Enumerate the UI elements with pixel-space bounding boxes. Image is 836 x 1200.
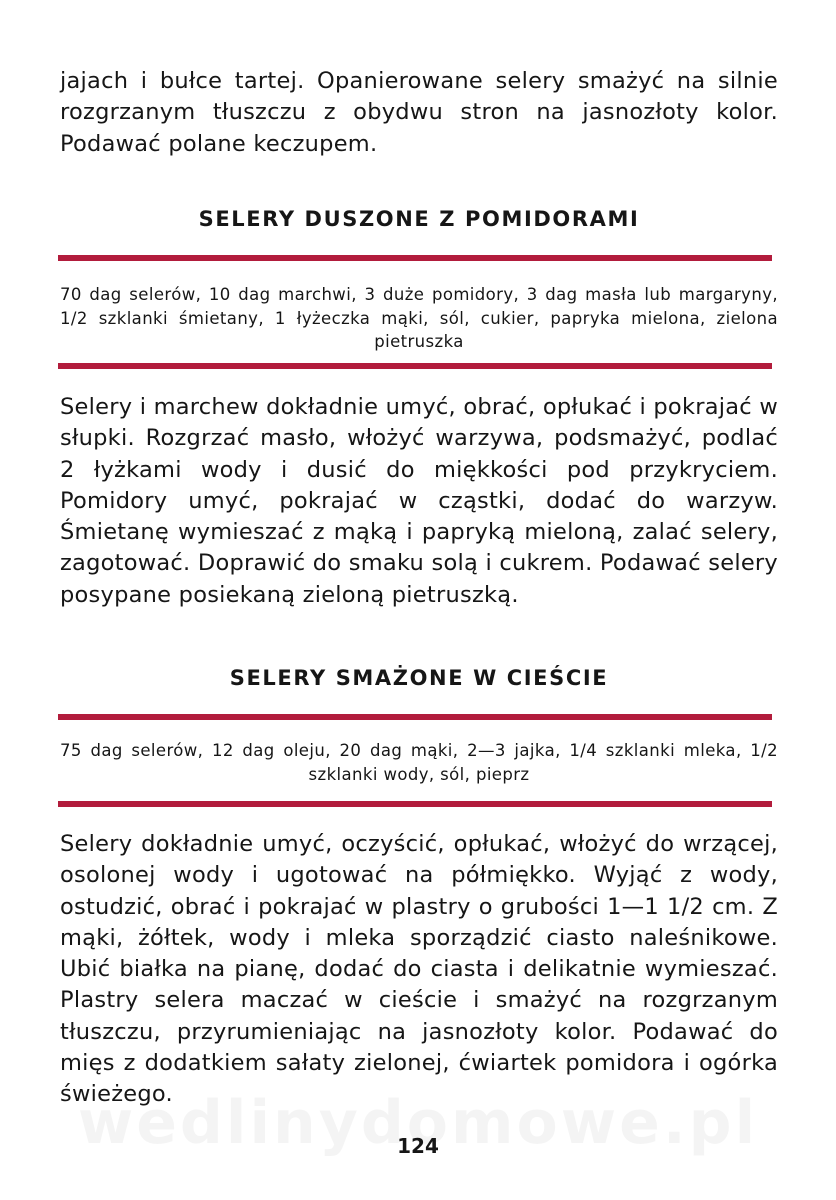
instructions-selery-duszone: Selery i marchew dokładnie umyć, obrać, opłukać i pokrajać w słupki. Rozgrzać masło, włożyć warzywa, podsmażyć, podlać 2 łyżkami wody i dusić do miękkości pod przykryciem. Pomidory umyć, pokrajać w cząstki, dodać do warzyw. Śmietanę wymieszać z mąką i papryką mieloną, zalać selery, zagotować. Doprawić do smaku solą i cukrem. Podawać selery posypane posiekaną zieloną pietruszką. xyxy=(60,394,778,608)
section-rule-bottom xyxy=(58,801,772,807)
intro-paragraph: jajach i bułce tartej. Opanierowane selery smażyć na silnie rozgrzanym tłuszczu z obydwu stron na jasnozłoty kolor. Podawać polane keczupem. xyxy=(60,68,778,157)
ingredients-selery-duszone: 70 dag selerów, 10 dag marchwi, 3 duże pomidory, 3 dag masła lub margaryny, 1/2 szklanki śmietany, 1 łyżeczka mąki, sól, cukier, papryka mielona, zielona pietruszka xyxy=(60,285,778,351)
recipe-title-selery-smazone: SELERY SMAŻONE W CIEŚCIE xyxy=(229,666,609,690)
section-rule-top xyxy=(58,255,772,261)
section-rule-top xyxy=(58,714,772,720)
recipe-title-selery-duszone: SELERY DUSZONE Z POMIDORAMI xyxy=(198,207,640,231)
instructions-selery-smazone: Selery dokładnie umyć, oczyścić, opłukać, włożyć do wrzącej, osolonej wody i ugotować na półmiękko. Wyjąć z wody, ostudzić, obrać i pokrajać w plastry o grubości 1—1 1/2 cm. Z mąki, żółtek, wody i mleka sporządzić ciasto naleśnikowe. Ubić białka na pianę, dodać do ciasta i delikatnie wymieszać. Plastry selera maczać w cieście i smażyć na rozgrzanym tłuszczu, przyrumieniając na jasnozłoty kolor. Podawać do mięs z dodatkiem sałaty zielonej, ćwiartek pomidora i ogórka świeżego. xyxy=(60,831,778,1108)
page-number: 124 xyxy=(397,1134,439,1158)
ingredients-selery-smazone: 75 dag selerów, 12 dag oleju, 20 dag mąki, 2—3 jajka, 1/4 szklanki mleka, 1/2 szklanki wody, sól, pieprz xyxy=(60,741,778,784)
section-rule-bottom xyxy=(58,363,772,369)
